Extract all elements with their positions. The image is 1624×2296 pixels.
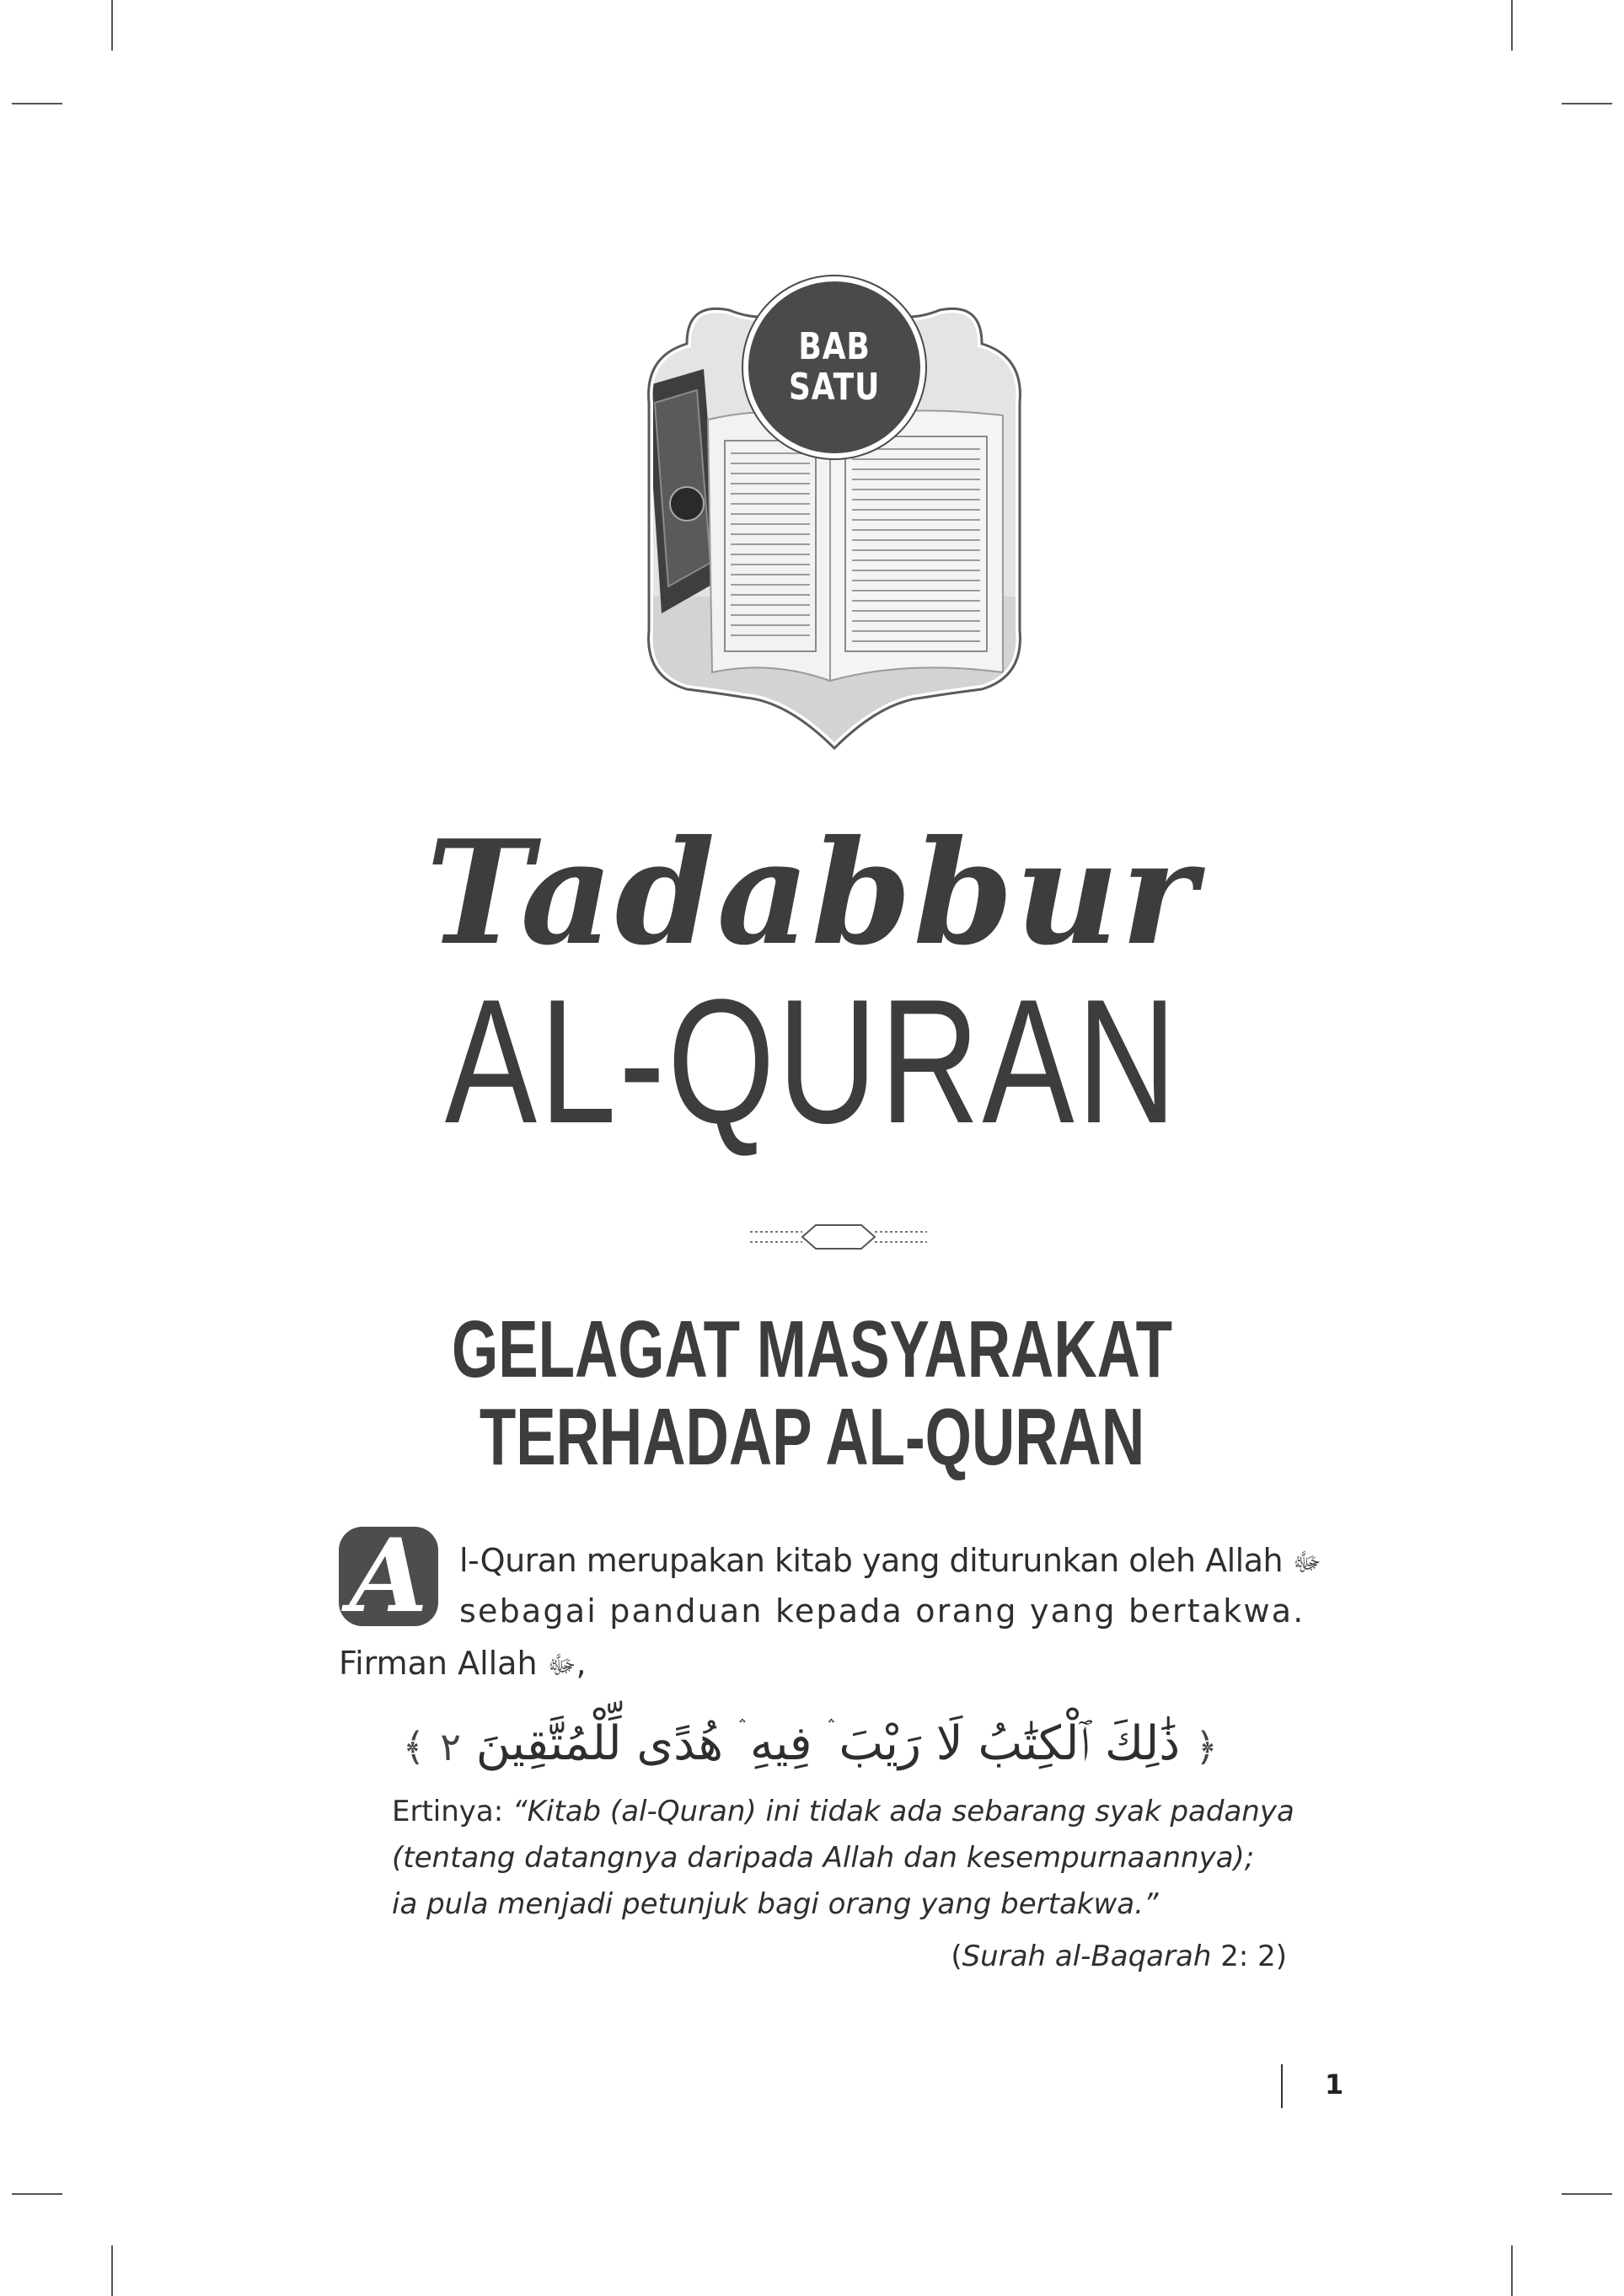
quran-verse <box>402 1710 1218 1778</box>
ornamental-divider <box>750 1220 927 1254</box>
verse-ornament-open: ﴿ <box>1195 1723 1218 1769</box>
paragraph-punctuation: , <box>576 1645 587 1682</box>
paragraph-text: Firman Allah <box>339 1645 538 1682</box>
paragraph-text: l-Quran merupakan kitab yang diturunkan oleh Allah <box>459 1542 1284 1579</box>
crop-mark <box>12 2193 62 2195</box>
script-title: Tadabbur <box>426 809 1198 977</box>
drop-cap: A <box>339 1527 438 1626</box>
translation-text: “Kitab (al-Quran) ini tidak ada sebarang syak padanya <box>512 1795 1294 1828</box>
translation-line: (tentang datangnya daripada Allah dan kesempurnaannya); <box>392 1841 1255 1875</box>
ayah-marker: ٢ <box>440 1723 461 1769</box>
section-heading-line2: TERHADAP AL-QURAN <box>479 1392 1145 1482</box>
crop-mark <box>1511 0 1513 51</box>
citation-ref: 2: 2) <box>1211 1940 1287 1973</box>
translation-prefix: Ertinya: <box>392 1795 513 1828</box>
crop-mark <box>111 2245 113 2296</box>
crop-mark <box>1562 2193 1612 2195</box>
crop-mark <box>111 0 113 51</box>
crop-mark <box>12 103 62 104</box>
page-number-rule <box>1281 2064 1283 2108</box>
citation-open: ( <box>951 1940 962 1973</box>
verse-citation <box>951 1938 1287 1975</box>
main-title: AL-QURAN <box>444 962 1180 1160</box>
page-number: 1 <box>1325 2069 1344 2101</box>
honorific-glyph: ﷻ <box>1292 1547 1321 1577</box>
chapter-badge-line1: BAB <box>798 325 871 368</box>
section-heading <box>212 1306 1413 1481</box>
verse-ornament-close: ﴾ <box>402 1723 426 1769</box>
honorific-glyph: ﷻ <box>547 1650 576 1680</box>
section-heading-line1: GELAGAT MASYARAKAT <box>451 1304 1173 1394</box>
chapter-badge <box>743 276 925 458</box>
verse-arabic-text: ذَٰلِكَ ٱلْكِتَٰبُ لَا رَيْبَ ۛ فِيهِ ۛ هُدًى لِّلْمُتَّقِينَ <box>475 1716 1181 1771</box>
paragraph-line <box>339 1643 587 1686</box>
chapter-badge-line2: SATU <box>788 366 881 409</box>
crop-mark <box>1562 103 1612 104</box>
paragraph-line <box>459 1540 1321 1583</box>
translation-line: ia pula menjadi petunjuk bagi orang yang bertakwa.” <box>392 1887 1159 1921</box>
citation-surah: Surah al-Baqarah <box>962 1940 1212 1973</box>
crop-mark <box>1511 2245 1513 2296</box>
paragraph-line: sebagai panduan kepada orang yang bertakwa. <box>459 1592 1305 1630</box>
translation-line <box>392 1793 1294 1830</box>
